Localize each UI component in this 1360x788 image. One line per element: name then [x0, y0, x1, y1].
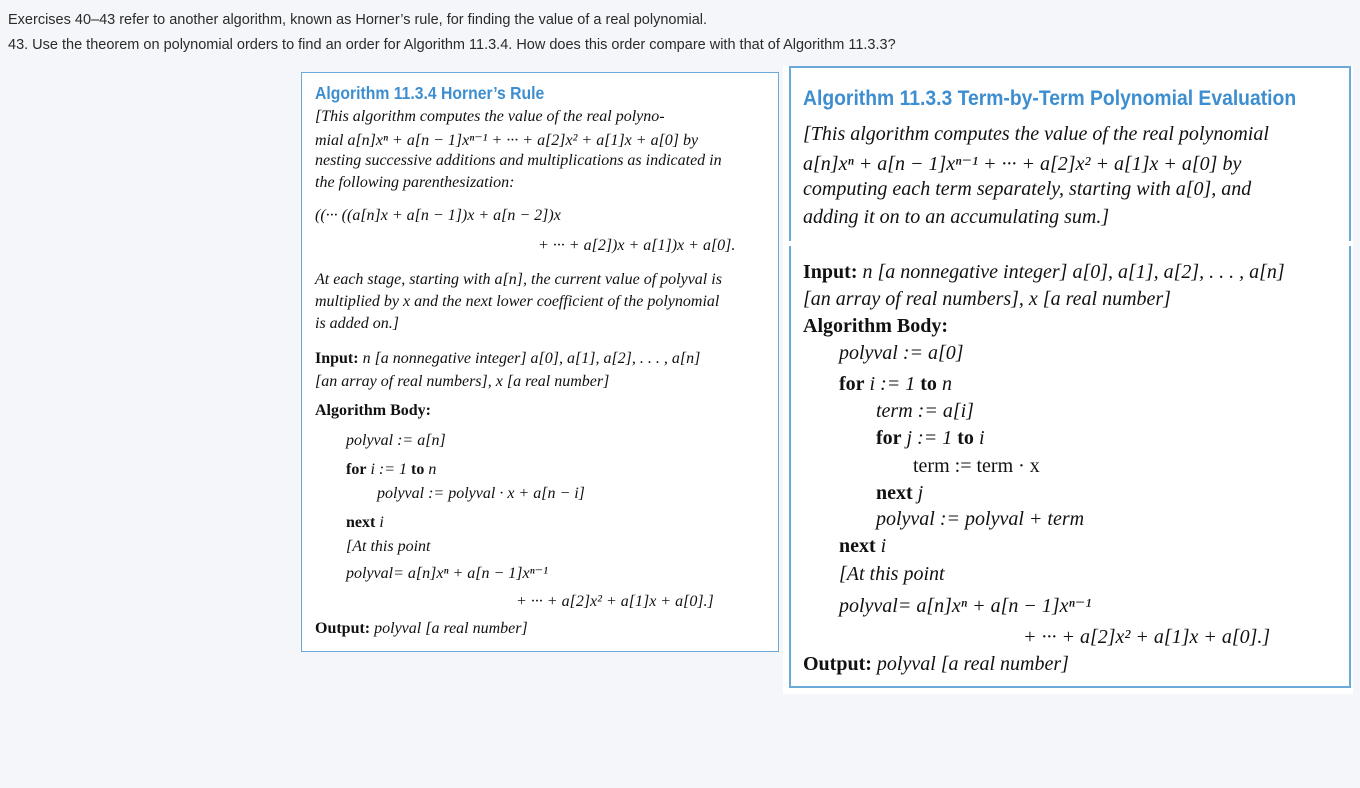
termwise-code-line: polyval := a[0] — [839, 342, 964, 364]
horner-input-label: Input: — [315, 350, 359, 367]
termwise-input-line: [an array of real numbers], x [a real number] — [803, 288, 1171, 310]
termwise-code-line: term := a[i] — [876, 400, 974, 422]
horner-output-text: polyval [a real number] — [374, 620, 528, 637]
loop-bound: n — [428, 461, 437, 478]
termwise-input-label: Input: — [803, 261, 858, 283]
termwise-desc-line: [This algorithm computes the value of the real polynomial — [803, 123, 1269, 145]
keyword: next — [346, 514, 376, 531]
horner-output-line — [315, 620, 528, 638]
termwise-output-text: polyval [a real number] — [876, 653, 1069, 675]
horner-code-line: polyval= a[n]xⁿ + a[n − 1]xⁿ⁻¹ — [346, 565, 548, 582]
loop-variable: j — [917, 482, 924, 504]
horner-desc-line: mial a[n]xⁿ + a[n − 1]xⁿ⁻¹ + ··· + a[2]x² + a[1]x + a[0] by — [315, 132, 699, 149]
termwise-title: Algorithm 11.3.3 Term-by-Term Polynomial Evaluation — [803, 87, 1297, 110]
loop-variable: i — [379, 514, 384, 531]
horner-code-line: + ··· + a[2]x² + a[1]x + a[0].] — [516, 593, 714, 610]
termwise-code-line: polyval= a[n]xⁿ + a[n − 1]xⁿ⁻¹ — [839, 595, 1092, 617]
horner-input-text: n [a nonnegative integer] a[0], a[1], a[2], . . . , a[n] — [362, 350, 701, 367]
horner-formula-line: + ··· + a[2])x + a[1])x + a[0]. — [538, 237, 736, 254]
keyword: for — [876, 427, 902, 449]
horner-desc-line: [This algorithm computes the value of the real polyno- — [315, 108, 665, 125]
horner-output-label: Output: — [315, 620, 371, 637]
keyword: next — [839, 535, 876, 557]
termwise-desc-line: adding it on to an accumulating sum.] — [803, 206, 1110, 228]
termwise-desc-line: a[n]xⁿ + a[n − 1]xⁿ⁻¹ + ··· + a[2]x² + a[1]x + a[0] by — [803, 153, 1242, 175]
termwise-code-line: [At this point — [839, 563, 945, 585]
termwise-input-line — [803, 261, 1285, 284]
keyword: next — [876, 482, 913, 504]
horner-code-line: polyval := a[n] — [346, 432, 446, 449]
exercise-question: 43. Use the theorem on polynomial orders to find an order for Algorithm 11.3.4. How does this order compare with that of Algorithm 11.3.3? — [8, 37, 896, 53]
termwise-code-line — [839, 535, 886, 558]
loop-variable: i := 1 — [370, 461, 408, 478]
horner-stage-line: is added on.] — [315, 315, 399, 332]
horner-title: Algorithm 11.3.4 Horner’s Rule — [315, 83, 545, 103]
termwise-code-line — [839, 373, 952, 396]
termwise-code-line: term := term · x — [913, 455, 1040, 477]
horner-code-line — [346, 514, 384, 532]
horner-code-line: [At this point — [346, 538, 431, 555]
loop-variable: i — [880, 535, 887, 557]
termwise-desc-line: computing each term separately, starting with a[0], and — [803, 178, 1252, 200]
horner-code-line: polyval := polyval · x + a[n − i] — [377, 485, 585, 502]
termwise-code-line — [876, 427, 985, 450]
termwise-code-line — [876, 482, 923, 505]
horner-stage-line: multiplied by x and the next lower coefficient of the polynomial — [315, 293, 720, 310]
horner-algorithm-figure — [301, 72, 779, 652]
horner-input-line: [an array of real numbers], x [a real number] — [315, 373, 610, 390]
horner-body-label: Algorithm Body: — [315, 402, 431, 419]
termwise-code-line: + ··· + a[2]x² + a[1]x + a[0].] — [1023, 626, 1271, 648]
term-by-term-algorithm-figure — [783, 66, 1353, 694]
horner-code-line — [346, 461, 436, 479]
termwise-output-label: Output: — [803, 653, 872, 675]
exercise-intro: Exercises 40–43 refer to another algorithm, known as Horner’s rule, for finding the value of a real polynomial. — [8, 12, 708, 28]
termwise-input-text: n [a nonnegative integer] a[0], a[1], a[2], . . . , a[n] — [862, 261, 1285, 283]
keyword: to — [957, 427, 974, 449]
horner-formula-line: ((··· ((a[n]x + a[n − 1])x + a[n − 2])x — [315, 207, 561, 224]
keyword: for — [346, 461, 367, 478]
loop-bound: n — [941, 373, 952, 395]
keyword: to — [411, 461, 425, 478]
keyword: to — [920, 373, 937, 395]
loop-variable: i := 1 — [869, 373, 916, 395]
keyword: for — [839, 373, 865, 395]
horner-desc-line: nesting successive additions and multiplications as indicated in — [315, 152, 722, 169]
termwise-body-label: Algorithm Body: — [803, 315, 948, 337]
horner-desc-line: the following parenthesization: — [315, 174, 515, 191]
horner-stage-line: At each stage, starting with a[n], the current value of polyval is — [315, 271, 722, 288]
loop-bound: i — [978, 427, 985, 449]
termwise-code-line: polyval := polyval + term — [876, 508, 1085, 530]
termwise-output-line — [803, 653, 1069, 676]
horner-input-line — [315, 350, 700, 368]
loop-variable: j := 1 — [906, 427, 953, 449]
figure-frame — [789, 246, 1351, 688]
